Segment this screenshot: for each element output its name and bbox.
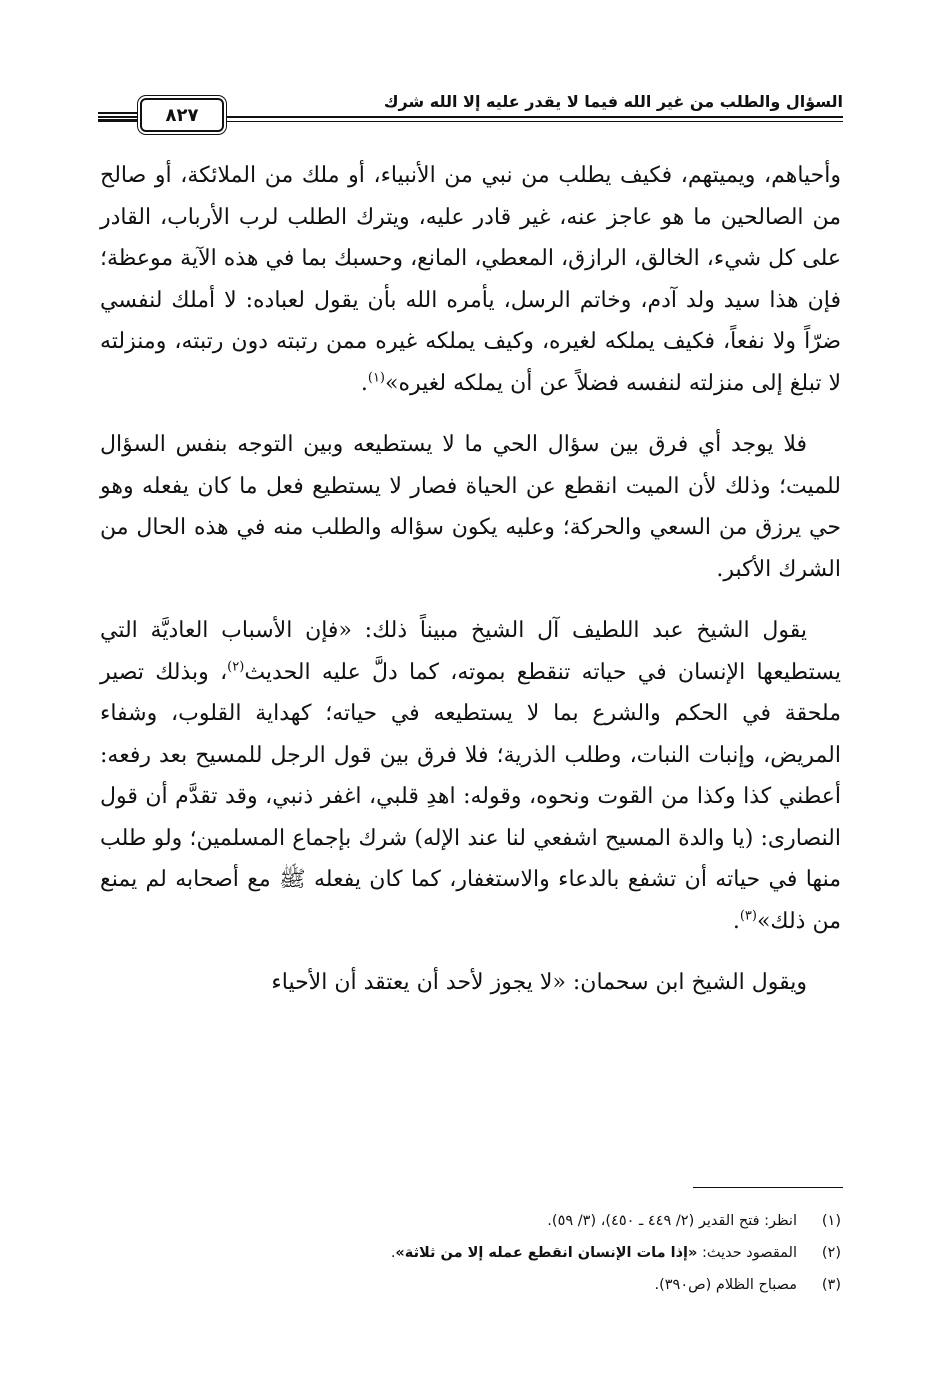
main-text <box>100 155 841 1024</box>
footnote-3 <box>100 1269 841 1301</box>
footnote-number: (٢) <box>821 1245 841 1261</box>
footnotes <box>100 1205 841 1301</box>
paragraph-3: يقول الشيخ عبد اللطيف آل الشيخ مبيناً ذلك: «فإن الأسباب العاديَّة التي يستطيعها الإنسان في حياته تنقطع بموته، كما دلَّ عليه الحديث$^{(٢)}$، وبذلك تصير ملحقة في الحكم والشرع بما لا يستطيعه في حياته؛ كهداية القلوب، وشفاء المريض، وإنبات النبات، وطلب الذرية؛ فلا فرق بين قول الرجل للمسيح بعد رفعه: أعطني كذا وكذا من القوت ونحوه، وقوله: اهدِ قلبي، اغفر ذنبي، وقد تقدَّم أن قول النصارى: (يا والدة المسيح اشفعي لنا عند الإله) شرك بإجماع المسلمين؛ ولو طلب منها في حياته أن تشفع بالدعاء والاستغفار، كما كان يفعله ﷺ مع أصحابه لم يمنع من ذلك»$^{(٣)}$. <box>100 618 841 934</box>
footnote-ref-2[interactable]: (٢) <box>227 659 245 675</box>
footnote-text: مصباح الظلام (ص٣٩٠). <box>654 1277 797 1293</box>
paragraph-4: ويقول الشيخ ابن سحمان: «لا يجوز لأحد أن يعتقد أن الأحياء <box>271 970 807 995</box>
footnote-ref-1[interactable]: (١) <box>367 370 385 386</box>
hadith-quote: «إذا مات الإنسان انقطع عمله إلا من ثلاثة» <box>395 1245 698 1261</box>
footnote-number: (٣) <box>821 1277 841 1293</box>
footnote-ref-3[interactable]: (٣) <box>739 908 757 924</box>
page-header <box>98 88 843 128</box>
footnote-separator <box>693 1187 843 1188</box>
page-number-bar <box>98 112 138 114</box>
footnote-1 <box>100 1205 841 1237</box>
footnote-text: انظر: فتح القدير (٢/ ٤٤٩ ـ ٤٥٠)، (٣/ ٥٩). <box>547 1213 797 1229</box>
paragraph-1: وأحياهم، ويميتهم، فكيف يطلب من نبي من الأنبياء، أو ملك من الملائكة، أو صالح من الصالحين ما هو عاجز عنه، غير قادر عليه، ويترك الطلب لرب الأرباب، القادر على كل شيء، الخالق، الرازق، المعطي، المانع، وحسبك بما في هذه الآية موعظة؛ فإن هذا سيد ولد آدم، وخاتم الرسل، يأمره الله بأن يقول لعباده: لا أملك لنفسي ضرّاً ولا نفعاً، فكيف يملكه لغيره، وكيف يملكه غيره ممن رتبته دون رتبته، ومنزلته لا تبلغ إلى منزلته لنفسه فضلاً عن أن يملكه لغيره»$^{(١)}$. <box>100 163 841 396</box>
footnote-text: المقصود حديث: «إذا مات الإنسان انقطع عمله إلا من ثلاثة». <box>390 1245 797 1261</box>
page-number-bar <box>98 119 138 121</box>
footnote-number: (١) <box>821 1213 841 1229</box>
running-title: السؤال والطلب من غير الله فيما لا يقدر عليه إلا الله شرك <box>383 92 843 111</box>
footnote-2 <box>100 1237 841 1269</box>
paragraph-2: فلا يوجد أي فرق بين سؤال الحي ما لا يستطيعه وبين التوجه بنفس السؤال للميت؛ وذلك لأن الميت انقطع عن الحياة فصار لا يستطيع فعل ما كان يفعله وهو حي يرزق من السعي والحركة؛ وعليه يكون سؤاله والطلب منه في هذه الحال من الشرك الأكبر. <box>100 432 841 582</box>
page-number: ٨٢٧ <box>140 98 224 132</box>
